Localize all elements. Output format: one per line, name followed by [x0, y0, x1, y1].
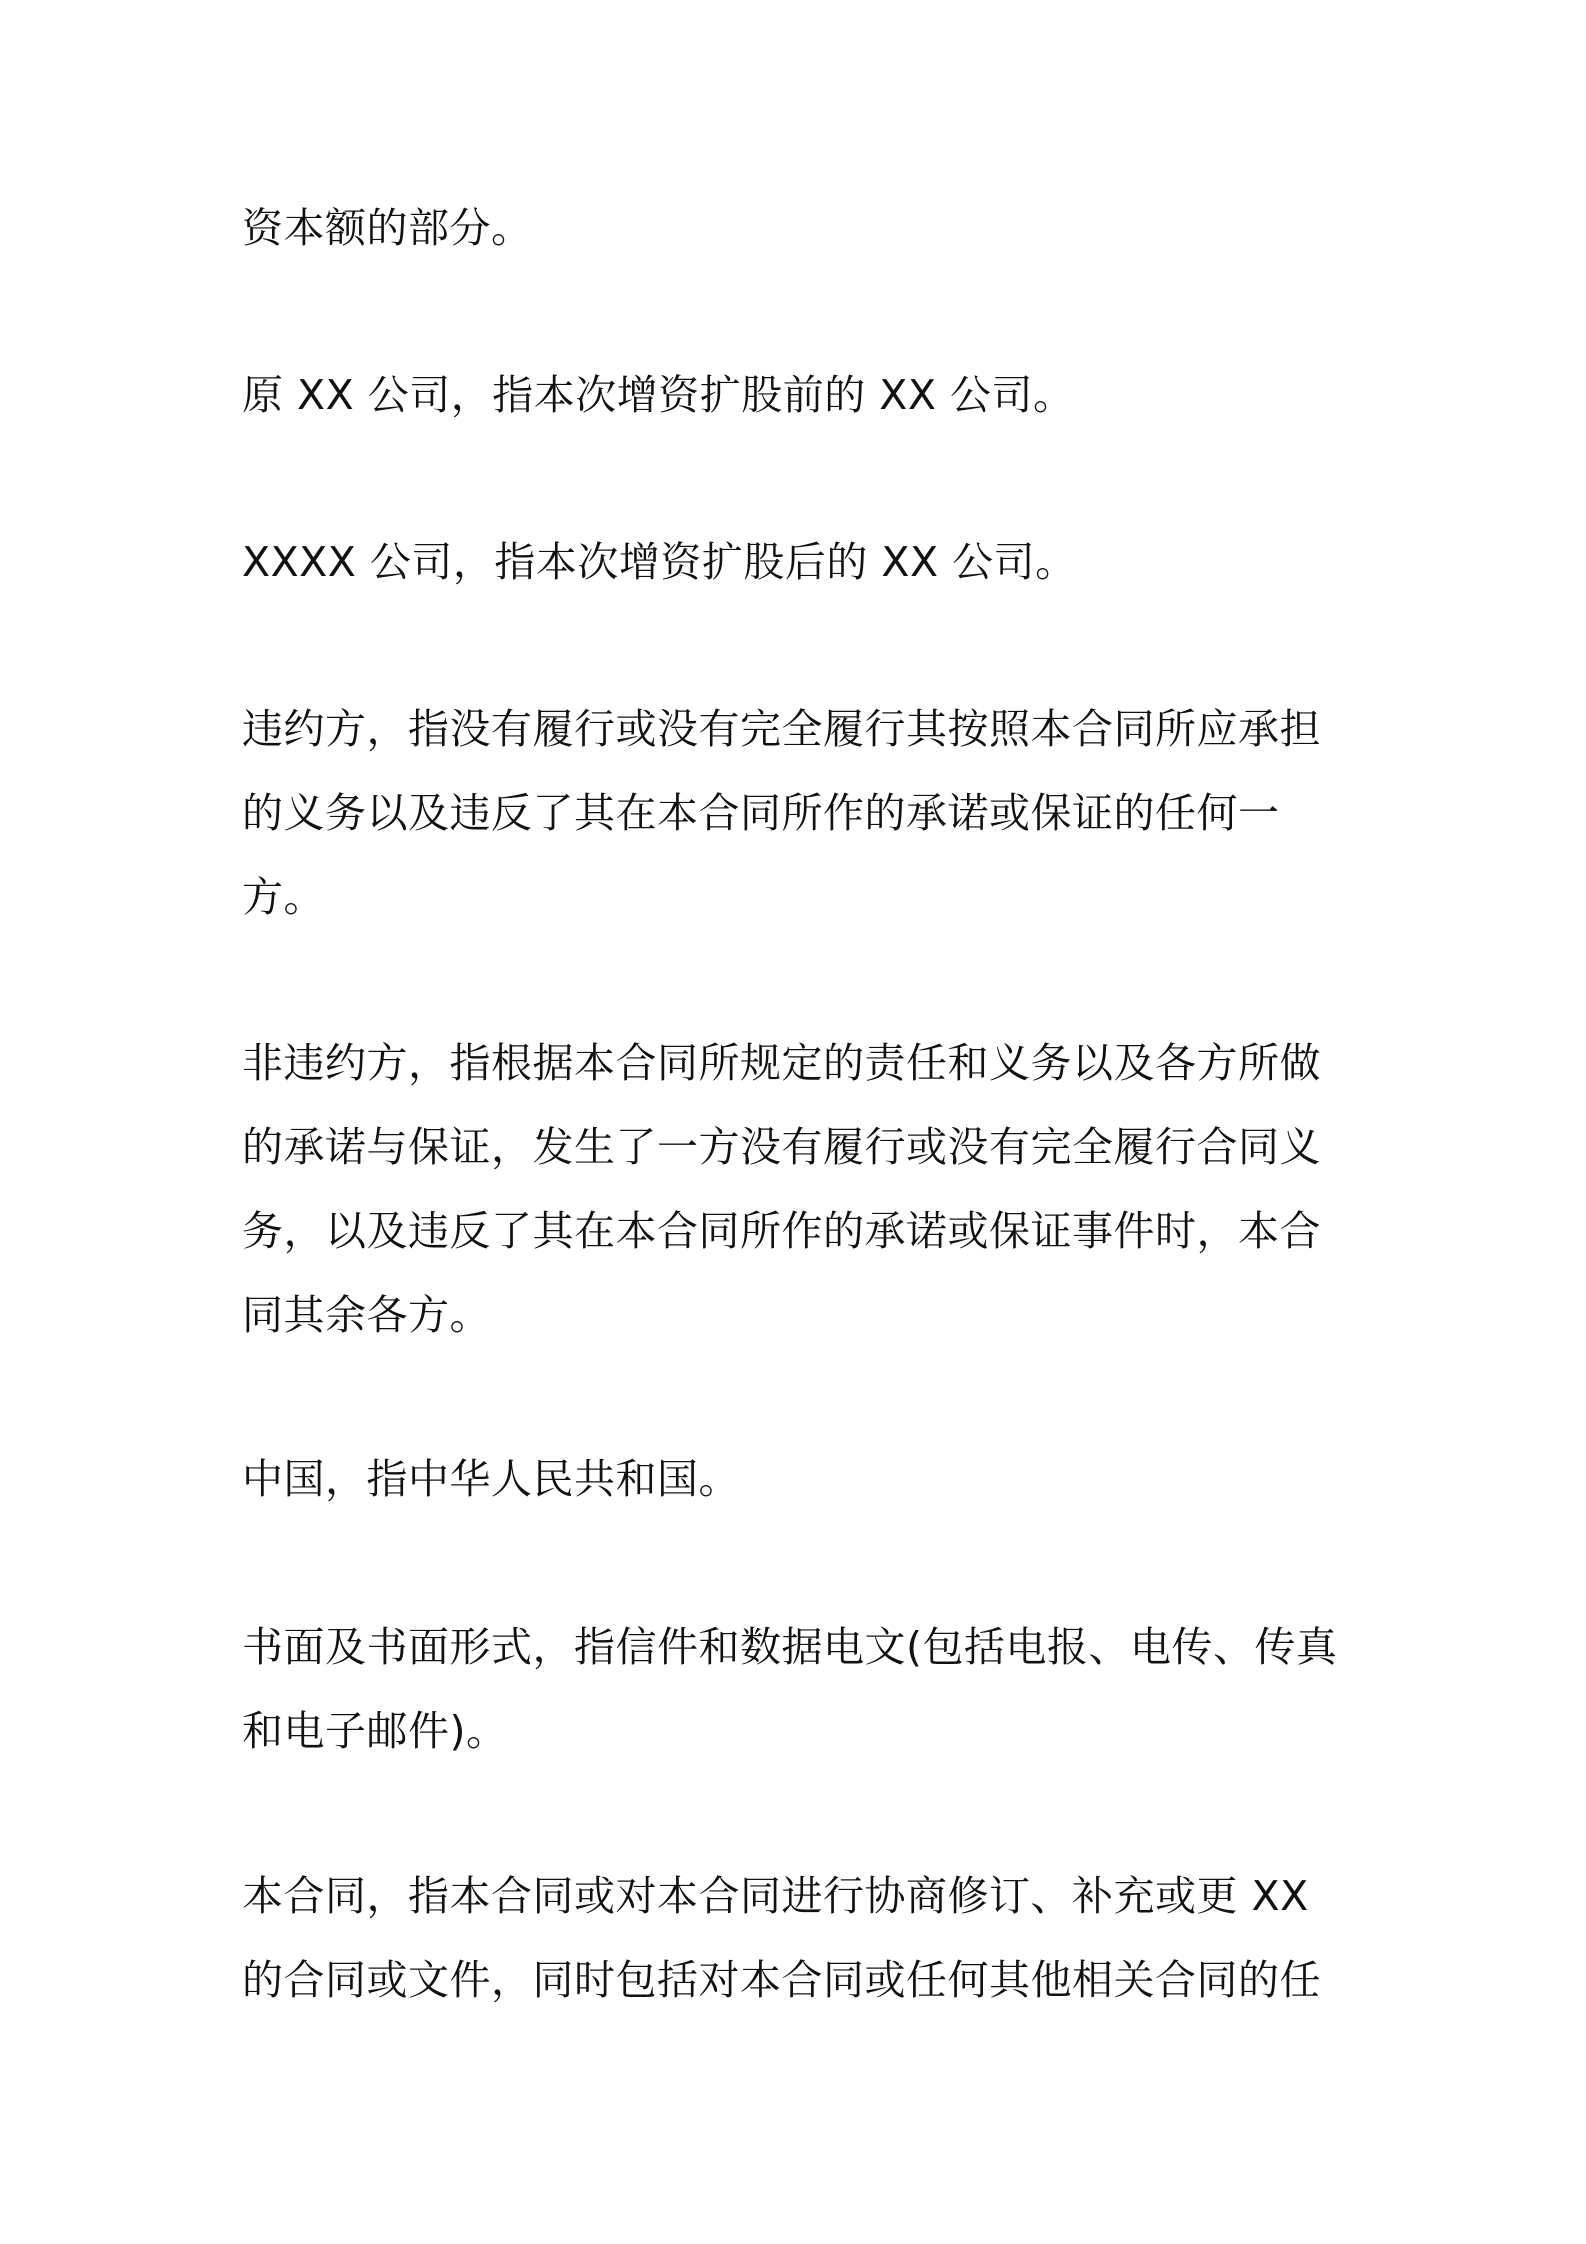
text-line: 和电子邮件)。	[242, 1707, 508, 1755]
text-line: 的合同或文件，同时包括对本合同或任何其他相关合同的任	[242, 1956, 1321, 2004]
paragraph-this-contract	[242, 1854, 1352, 2022]
document-page	[242, 0, 1352, 2244]
text-line: 原 XX 公司，指本次增资扩股前的 XX 公司。	[242, 371, 1075, 419]
text-line: 的承诺与保证，发生了一方没有履行或没有完全履行合同义	[242, 1123, 1321, 1171]
text-line: 的义务以及违反了其在本合同所作的承诺或保证的任何一	[242, 789, 1280, 837]
text-line: 非违约方，指根据本合同所规定的责任和义务以及各方所做	[242, 1039, 1321, 1087]
text-line: 资本额的部分。	[242, 204, 533, 252]
text-line: 方。	[242, 873, 325, 921]
text-line: 书面及书面形式，指信件和数据电文(包括电报、电传、传真	[242, 1623, 1338, 1671]
paragraph-new-company	[242, 520, 1352, 604]
paragraph-written-form	[242, 1605, 1352, 1773]
text-line: XXXX 公司，指本次增资扩股后的 XX 公司。	[242, 538, 1077, 586]
paragraph-original-company	[242, 353, 1352, 437]
paragraph-breaching-party	[242, 687, 1352, 939]
text-line: 中国，指中华人民共和国。	[242, 1455, 740, 1503]
text-line: 本合同，指本合同或对本合同进行协商修订、补充或更 XX	[242, 1872, 1309, 1920]
text-line: 违约方，指没有履行或没有完全履行其按照本合同所应承担	[242, 705, 1321, 753]
paragraph-non-breaching-party	[242, 1021, 1352, 1357]
paragraph-china	[242, 1437, 1352, 1521]
text-line: 同其余各方。	[242, 1291, 491, 1339]
paragraph-capital-portion	[242, 186, 1352, 270]
text-line: 务，以及违反了其在本合同所作的承诺或保证事件时，本合	[242, 1207, 1321, 1255]
